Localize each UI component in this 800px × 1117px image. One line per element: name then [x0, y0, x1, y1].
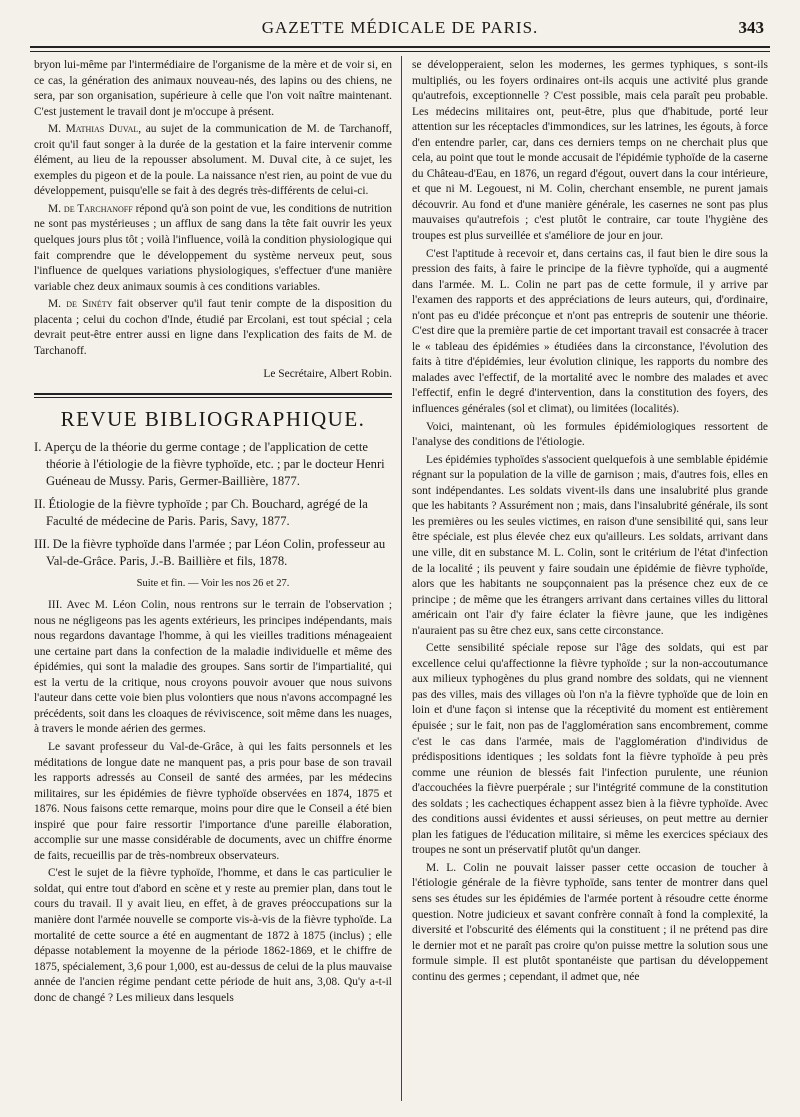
header-rule-thin	[30, 51, 770, 52]
paragraph	[34, 202, 392, 295]
right-column	[412, 58, 768, 985]
paragraph: Cette sensibilité spéciale repose sur l'âge des soldats, qui est par excellence celui qu'affectionne la fièvre typhoïde ; sur la non-accoutumance aux milieux typhogènes du plus grand nombre des soldats, qui ne viennent pas des villes, mais des villages où l'on n'a la fièvre typhoïde que de loin en loin et d'une façon si intense que la réceptivité du moment est entièrement épuisée ; sur le fait, non pas de l'agglomération sans encombrement, comme c'est le cas dans l'armée, mais de l'agglomération d'individus de prédispositions identiques ; les soldats font la fièvre typhoïde à peu près comme une réunion de blessés fait l'infection purulente, une réunion d'accouchées la fièvre puerpérale ; sur l'intégrité commune de la constitution des soldats ; les cachectiques échappent assez bien à la fièvre typhoïde. Avec des conditions aussi évidentes et aussi sérieuses, on peut mettre au dernier plan les fatigues de l'éducation militaire, si même les exercices spéciaux des troupes ne sont un préservatif plutôt qu'un danger.	[412, 642, 768, 857]
entry-text: De la fièvre typhoïde dans l'armée ; par Léon Colin, professeur au Val-de-Grâce. Paris, J.-B. Baillière et fils, 1878.	[46, 537, 386, 569]
paragraph: III. Avec M. Léon Colin, nous rentrons sur le terrain de l'observation ; nous ne négligeons pas les agents extérieurs, les principes indépendants, mais nous regardons davantage l'homme, à qui les vieilles traditions ménageaient une certaine part dans la confection de la maladie individuelle et même des épidémies, qui sont la maladie des groupes. Sans sortir de l'impartialité, qui est la vertu de la critique, nous croyons pouvoir avouer que nous suivons l'auteur dans cette voie bien plus volontiers que nous n'avons accompagné les précédents, soit dans les cloaques de réviviscence, soit même dans les nuages, à travers le monde aérien des germes.	[34, 599, 392, 736]
paragraph-text: répond qu'à son point de vue, les conditions de nutrition ne sont pas mystérieuses ; un afflux de sang dans la tête fait ouvrir les yeux quelques jours plus tôt ; voilà l'influence, voilà la condition physiologique qui fait comprendre que le développement du système nerveux peut, sous l'influence de quelques variations physiologiques, s'effectuer d'une manière variable chez deux animaux soumis à ces conditions variables.	[34, 202, 392, 293]
paragraph	[34, 297, 392, 359]
paragraph-text: au sujet de la communication de M. de Tarchanoff, croit qu'il faut songer à la durée de la gestation et la faire intervenir comme élément, au lieu de la repousser absolument. M. Duval cite, à ce sujet, les exemples du pigeon et de la poule. La naissance n'est rien, au point de vue du développement, puisqu'elle se fait à des degrés très-différents de celui-ci.	[34, 123, 393, 198]
entry-text: Aperçu de la théorie du germe contage ; de l'application de cette théorie à l'étiologie de la fièvre typhoïde, etc. ; par le docteur Henri Guéneau de Mussy. Paris, Germer-Baillière, 1877.	[44, 440, 385, 489]
section-rule-thin	[34, 397, 392, 398]
paragraph: bryon lui-même par l'intermédiaire de l'organisme de la mère et de voir si, en ce cas, la génération des animaux nouveau-nés, des lapins ou des chiens, ne sera, par son organisation, supérieure à celle que l'on voit naître maintenant. C'est justement le travail dont je m'occupe à présent.	[34, 59, 392, 118]
page-header	[28, 18, 772, 42]
entry-text: Étiologie de la fièvre typhoïde ; par Ch. Bouchard, agrégé de la Faculté de médecine de Paris. Paris, Savy, 1877.	[46, 497, 368, 529]
entry-number: II.	[34, 497, 46, 512]
paragraph	[34, 122, 392, 200]
paragraph: se développeraient, selon les modernes, les germes typhiques, s sont-ils multipliés, ou les foyers ordinaires ont-ils acquis une activité plus grande qu'autrefois, exceptionnelle ? C'est possible, mais cela paraît peu probable. Les médecins militaires ont, peut-être, plus que d'habitude, porté leur attention sur les réceptacles d'immondices, sur les latrines, les égouts, à force d'en entendre parler, car, dans ces derniers temps on ne cherchait plus que cela, au point que tout le monde accusait de l'épidémie typhoïde de la caserne du Château-d'Eau, en 1876, un regard d'égout, ouvert dans la cour intérieure, et que ni M. Legouest, ni M. Colin, cherchant ensemble, ne purent jamais découvrir. Au fond et d'une manière générale, les casernes ne sont pas plus mauvaises qu'autrefois ; c'est plutôt le contraire, car toute l'hygiène des troupes est plus surveillée et s'améliore de jour en jour.	[412, 59, 768, 243]
speaker-name: M. de Tarchanoff	[48, 202, 133, 215]
bibliography-entry	[34, 536, 392, 570]
paragraph: Les épidémies typhoïdes s'associent quelquefois à une semblable épidémie régnant sur la population de la ville de garnison ; mais, d'autres fois, elles en sont indépendantes. Les soldats vivent-ils dans une insalubrité plus grande que les habitants ? Assurément non ; mais, dans l'insalubrité générale, ils sont les premières ou les seules victimes, en raison d'une sensibilité qui, sans leur être spéciale, est plus élevée chez eux qu'ailleurs. Les soldats, arrivant dans une ville, dit en substance M. L. Colin, sont le critérium de l'état d'infection de la localité ; ils peuvent y faire soudain une épidémie de fièvre typhoïde, alors que les habitants ne soupçonnaient pas la présence chez eux de ce principe ; de même que les étrangers arrivant dans certaines villes du littoral américain ont l'air d'y faire éclater la fièvre jaune, que les indigènes n'auraient pas su être chez eux, sans cette circonstance.	[412, 453, 768, 637]
paragraph-text: fait observer qu'il faut tenir compte de la disposition du placenta ; celui du cochon d'Inde, étudié par Ercolani, est tout spécial ; cela devrait peut-être entrer aussi en ligne dans l'explication des faits de M. de Tarchanoff.	[34, 298, 393, 357]
journal-title: GAZETTE MÉDICALE DE PARIS.	[261, 18, 539, 37]
signature: Le Secrétaire, Albert Robin.	[263, 368, 392, 381]
entry-number: III.	[34, 537, 50, 552]
entry-number: I.	[34, 440, 42, 455]
speaker-name: M. de Sinéty	[48, 298, 113, 311]
section-title: REVUE BIBLIOGRAPHIQUE.	[60, 406, 366, 431]
paragraph: Voici, maintenant, où les formules épidémiologiques ressortent de l'analyse des conditions de l'étiologie.	[412, 420, 768, 449]
section-rule	[34, 393, 392, 395]
paragraph: M. L. Colin ne pouvait laisser passer cette occasion de toucher à l'étiologie générale de la fièvre typhoïde, sans tenter de montrer dans quel sens ses études sur les épidémies de l'armée portent à résoudre cette énorme question. Notre judicieux et savant confrère connaît à fond la complexité, la diversité et l'obscurité des éléments qui la constituent ; il ne prétend pas dire le dernier mot et ne paraît pas croire qu'on puisse mettre la solution sous une formule simple. Il est plutôt spontanéiste que partisan du développement continu des germes ; cependant, il admet que, née	[412, 861, 768, 983]
paragraph: C'est l'aptitude à recevoir et, dans certains cas, il faut bien le dire sous la pression des faits, à faire le principe de la fièvre typhoïde, qui a augmenté dans l'armée. M. L. Colin ne part pas de cette formule, il y arrive par l'examen des rapports et des appréciations de leurs auteurs, qui, d'ordinaire, n'ont pas eu d'idée préconçue et n'ont pas entrepris de soutenir une théorie. C'est dire que la première partie de cet important travail est consacrée à tracer le « tableau des épidémies » étudiées dans la circonstance, l'évolution des faits à titre d'épidémies, leur évolution clinique, les rapports du nombre des malades avec l'effectif, de la mortalité avec le nombre des malades et avec l'effectif, enfin le degré d'intervention, dans la constitution des foyers, des influences générales (sol et climat), ou limitées (localités).	[412, 247, 768, 416]
paragraph: Le savant professeur du Val-de-Grâce, à qui les faits personnels et les méditations de longue date ne manquent pas, a pris pour base de son travail les rapports adressés au Conseil de santé des armées, par les médecins militaires, sur les épidémies de fièvre typhoïde observées en 1874, 1875 et 1876. Nous faisons cette remarque, moins pour dire que le Conseil a été bien inspiré que pour faire ressortir l'importance d'une pareille élaboration, accomplie sur une masse considérable de documents, avec un chiffre énorme de faits, recueillis par de très-nombreux observateurs.	[34, 740, 392, 862]
column-divider	[401, 56, 402, 1101]
continuation-note: Suite et fin. — Voir les nos 26 et 27.	[136, 578, 290, 590]
speaker-name: M. Mathias Duval,	[48, 123, 142, 136]
page-number: 343	[738, 18, 764, 37]
bibliography-entry	[34, 439, 392, 490]
left-column	[34, 58, 392, 1006]
header-rule	[30, 46, 770, 48]
bibliography-entry	[34, 496, 392, 530]
paragraph: C'est le sujet de la fièvre typhoïde, l'homme, et dans le cas particulier le soldat, qui entre tout d'abord en scène et y reste au premier plan, dans tout le cours du travail. Il y avait lieu, en effet, à de graves préoccupations sur la manière dont l'armée nouvelle se comporte vis-à-vis de la fièvre typhoïde. La mortalité de cette source a été en augmentant de 1872 à 1875 (inclus) ; elle dépasse notablement la moyenne de la période 1862-1869, et le chiffre de 1875, spécialement, 3,6 pour 1,000, est au-dessus de celui de la plus mauvaise année de l'ancien régime pendant cette période de huit ans, 3,08. Qu'y a-t-il donc de changé ? Les milieux dans lesquels	[34, 867, 392, 1004]
